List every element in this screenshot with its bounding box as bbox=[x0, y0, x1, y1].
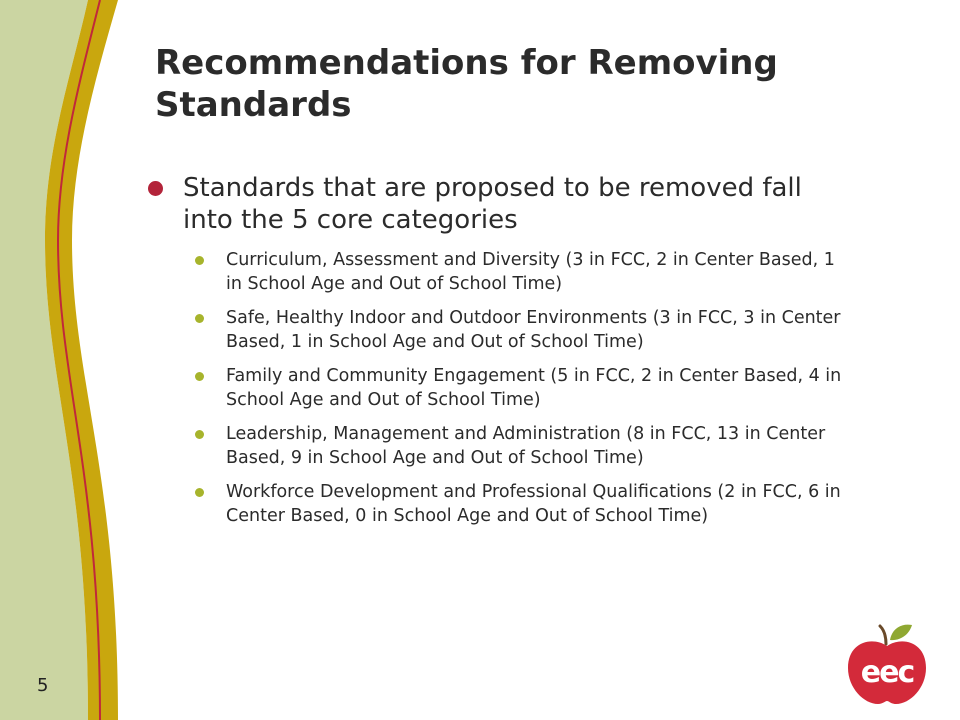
list-item bbox=[148, 422, 848, 470]
bullet-text: Leadership, Management and Administration (8 in FCC, 13 in Center Based, 9 in School Age and Out of School Time) bbox=[226, 424, 826, 468]
bullet-text: Family and Community Engagement (5 in FCC, 2 in Center Based, 4 in School Age and Out of School Time) bbox=[226, 366, 842, 410]
list-item bbox=[148, 248, 848, 296]
eec-apple-logo bbox=[842, 618, 932, 708]
bullet-dot bbox=[195, 488, 204, 497]
slide-title: Recommendations for Removing Standards bbox=[155, 43, 778, 125]
logo-text: eec bbox=[860, 655, 914, 690]
apple-stem-icon bbox=[880, 626, 886, 644]
bullet-text: Curriculum, Assessment and Diversity (3 in FCC, 2 in Center Based, 1 in School Age and Out of School Time) bbox=[226, 250, 835, 294]
bullet-text: Standards that are proposed to be removed fall into the 5 core categories bbox=[183, 173, 802, 235]
bullet-text: Safe, Healthy Indoor and Outdoor Environments (3 in FCC, 3 in Center Based, 1 in School Age and Out of School Time) bbox=[226, 308, 841, 352]
page-number: 5 bbox=[37, 675, 49, 696]
bullet-text: Workforce Development and Professional Qualifications (2 in FCC, 6 in Center Based, 0 in School Age and Out of School Time) bbox=[226, 482, 841, 526]
list-item bbox=[148, 480, 848, 528]
list-item bbox=[148, 364, 848, 412]
bullet-dot bbox=[195, 372, 204, 381]
bullet-dot bbox=[195, 256, 204, 265]
list-item bbox=[148, 172, 848, 236]
apple-leaf-icon bbox=[890, 625, 912, 641]
bullet-dot bbox=[195, 430, 204, 439]
bullet-dot bbox=[148, 181, 163, 196]
list-item bbox=[148, 306, 848, 354]
bullet-dot bbox=[195, 314, 204, 323]
bullet-list bbox=[148, 172, 848, 538]
